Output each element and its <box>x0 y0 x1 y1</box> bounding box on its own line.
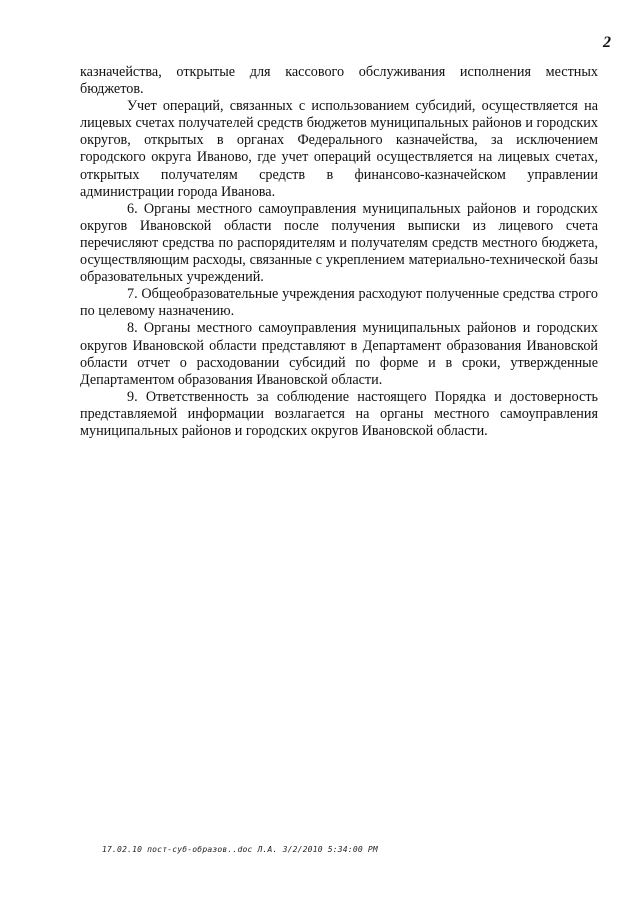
paragraph-item-9: 9. Ответственность за соблюдение настоящего Порядка и достоверность представляемой информации возлагается на органы местного самоуправления муниципальных районов и городских округов Ивановской области. <box>80 388 598 439</box>
paragraph-item-6: 6. Органы местного самоуправления муниципальных районов и городских округов Ивановской области после получения выписки из лицевого счета перечисляют средства по распорядителям и получателям средств местного бюджета, осуществляющим расходы, связанные с укреплением материально-технической базы образовательных учреждений. <box>80 200 598 286</box>
paragraph-item-7: 7. Общеобразовательные учреждения расходуют полученные средства строго по целевому назначению. <box>80 286 598 320</box>
paragraph-continuation: казначейства, открытые для кассового обслуживания исполнения местных бюджетов. <box>80 64 598 98</box>
document-footer: 17.02.10 пост-суб-образов..doc Л.А. 3/2/2010 5:34:00 PM <box>102 845 378 854</box>
paragraph-item-8: 8. Органы местного самоуправления муниципальных районов и городских округов Ивановской области представляют в Департамент образования Ивановской области отчет о расходовании субсидий по форме и в сроки, утвержденные Департаментом образования Ивановской области. <box>80 320 598 388</box>
document-body <box>80 64 598 440</box>
paragraph-accounting: Учет операций, связанных с использованием субсидий, осуществляется на лицевых счетах получателей средств бюджетов муниципальных районов и городских округов, открытых в органах Федерального казначейства, за исключением городского округа Иваново, где учет операций осуществляется на лицевых счетах, открытых получателям средств в финансово-казначейском управлении администрации города Иванова. <box>80 98 598 200</box>
page-number: 2 <box>603 34 611 51</box>
